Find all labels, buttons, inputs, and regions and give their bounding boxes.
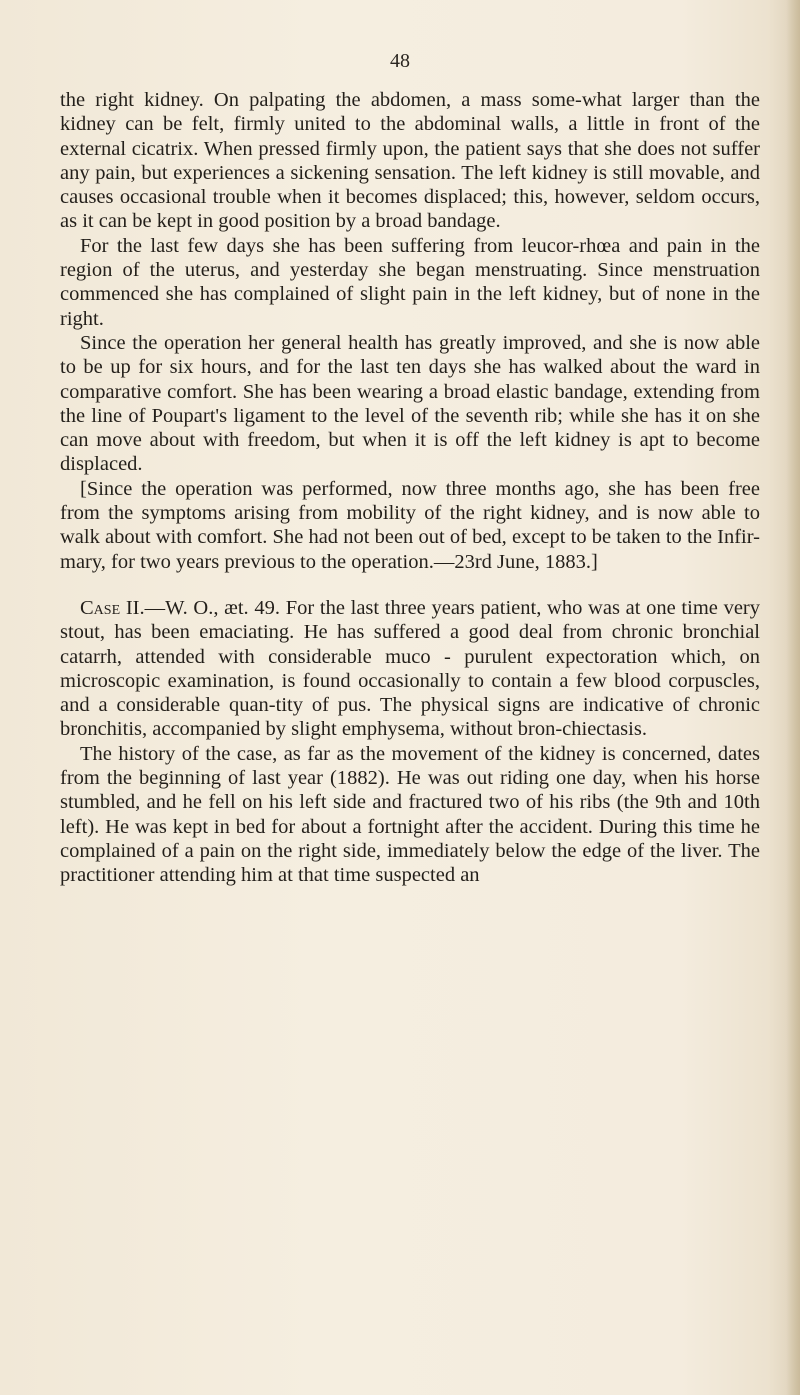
page-edge-shadow: [786, 0, 800, 1395]
paragraph-general-health: Since the operation her general health has greatly improved, and she is now able to be up for six hours, and for the last ten days she has walked about the ward in comparative comfort. She has been wearing a broad elastic bandage, extending from the line of Poupart's ligament to the level of the seventh rib; while she has it on she can move about with freedom, but when it is off the left kidney is apt to become displaced.: [60, 331, 760, 476]
paragraph-case-ii: [60, 596, 760, 742]
case-text: —W. O., æt. 49. For the last three years patient, who was at one time very stout, has been emaciating. He has suffered a good deal from chronic bronchial catarrh, attended with considerable muco - purulent expectoration which, on microscopic examination, is found occasionally to contain a few blood corpuscles, and a considerable quan-tity of pus. The physical signs are indicative of chronic bronchitis, accompanied by slight emphysema, without bron-chiectasis.: [60, 596, 760, 741]
paragraph-history: The history of the case, as far as the movement of the kidney is concerned, dates from the beginning of last year (1882). He was out riding one day, when his horse stumbled, and he fell on his left side and fractured two of his ribs (the 9th and 10th left). He was kept in bed for about a fortnight after the accident. During this time he complained of a pain on the right side, immediately below the edge of the liver. The practitioner attending him at that time suspected an: [60, 742, 760, 887]
page-number: 48: [390, 50, 410, 72]
paragraph-continuation: the right kidney. On palpating the abdomen, a mass some-what larger than the kidney can be felt, firmly united to the abdominal walls, a little in front of the external cicatrix. When pressed firmly upon, the patient says that she does not suffer any pain, but experiences a sickening sensation. The left kidney is still movable, and causes occasional trouble when it becomes displaced; this, however, seldom occurs, as it can be kept in good position by a broad bandage.: [60, 89, 760, 233]
body-text: [60, 88, 760, 888]
case-label: Case II.: [80, 596, 145, 619]
paragraph-bracketed-note: [Since the operation was performed, now three months ago, she has been free from the symptoms arising from mobility of the right kidney, and is now able to walk about with comfort. She had not been out of bed, except to be taken to the Infir-mary, for two years previous to the operation.—23rd June, 1883.]: [60, 477, 760, 573]
paragraph-leucorrhoea: For the last few days she has been suffering from leucor-rhœa and pain in the region of the uterus, and yesterday she began menstruating. Since menstruation commenced she has complained of slight pain in the left kidney, but of none in the right.: [60, 234, 760, 330]
